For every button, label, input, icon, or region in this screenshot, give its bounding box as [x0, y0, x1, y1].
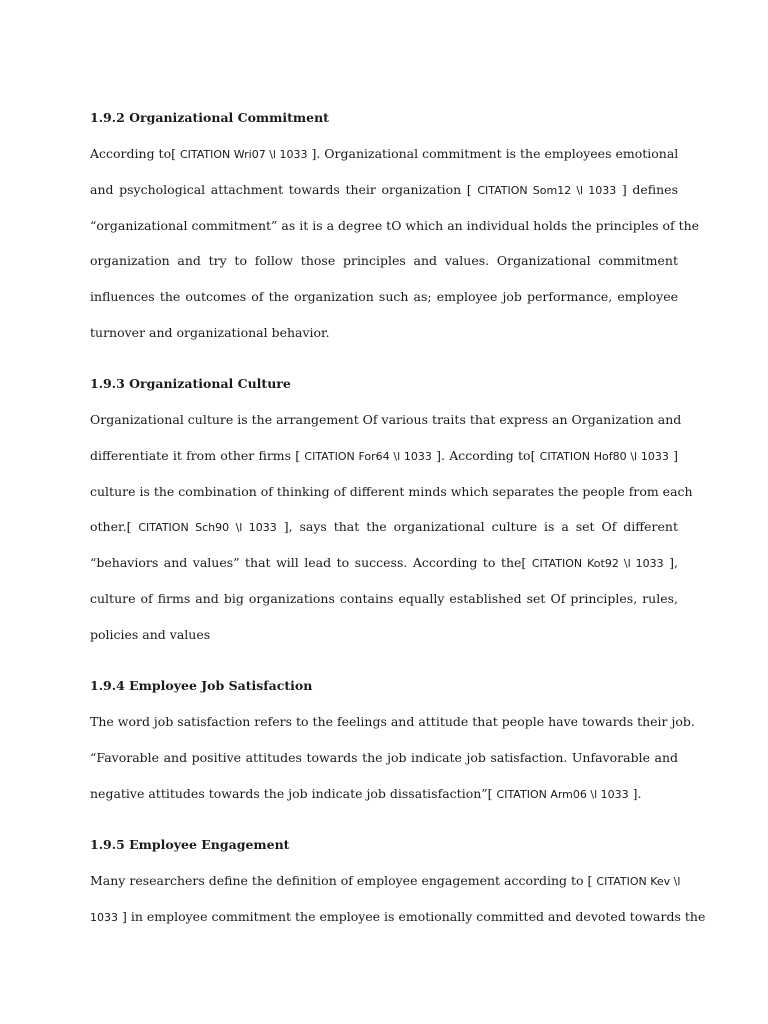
body-text: organization and try to follow those principles and values. Organizational commitment [90, 253, 678, 268]
section-heading-employee-job-satisfaction: 1.9.4 Employee Job Satisfaction [90, 678, 313, 693]
body-text: ] [668, 448, 678, 463]
section-heading-organizational-commitment: 1.9.2 Organizational Commitment [90, 110, 329, 125]
body-text: “organizational commitment” as it is a degree tO which an individual holds the principles of the [90, 218, 700, 233]
body-text: Organizational culture is the arrangement Of various traits that express an Organization and [90, 412, 682, 427]
body-text: According to[ [90, 146, 180, 161]
section-heading-organizational-culture: 1.9.3 Organizational Culture [90, 376, 291, 391]
body-text: ], says that the organizational culture is a set Of different [276, 519, 678, 534]
text-line [90, 325, 678, 341]
body-text: culture is the combination of thinking of different minds which separates the people from each [90, 484, 693, 499]
citation-field: CITATION Sch90 \l 1033 [138, 521, 277, 534]
text-line [90, 591, 678, 607]
body-text: negative attitudes towards the job indicate job dissatisfaction”[ [90, 786, 497, 801]
text-line [90, 555, 678, 572]
body-text: ] in employee commitment the employee is emotionally committed and devoted towards the [118, 909, 706, 924]
citation-field: CITATION Hof80 \l 1033 [539, 450, 669, 463]
citation-field: CITATION Wri07 \l 1033 [179, 148, 308, 161]
text-line [90, 519, 678, 536]
text-line [90, 146, 678, 163]
text-line [90, 750, 678, 766]
text-line [90, 289, 678, 305]
citation-field: CITATION Arm06 \l 1033 [496, 788, 629, 801]
body-text: culture of firms and big organizations contains equally established set Of principles, rules, [90, 591, 678, 606]
body-text: ]. According to[ [431, 448, 540, 463]
citation-field: CITATION For64 \l 1033 [304, 450, 432, 463]
body-text: “behaviors and values” that will lead to success. According to the[ [90, 555, 532, 570]
body-text: differentiate it from other firms [ [90, 448, 305, 463]
section-heading-employee-engagement: 1.9.5 Employee Engagement [90, 837, 290, 852]
body-text: The word job satisfaction refers to the feelings and attitude that people have towards their job. [90, 714, 695, 729]
body-text: influences the outcomes of the organization such as; employee job performance, employee [90, 289, 678, 304]
text-line [90, 253, 678, 269]
body-text: Many researchers define the definition of employee engagement according to [ [90, 873, 597, 888]
body-text: policies and values [90, 627, 211, 642]
body-text: “Favorable and positive attitudes towards the job indicate job satisfaction. Unfavorable and [90, 750, 678, 765]
body-text: ]. Organizational commitment is the employees emotional [307, 146, 679, 161]
citation-field: 1033 [90, 911, 118, 924]
text-line [90, 484, 693, 500]
text-line [90, 218, 700, 234]
citation-field: CITATION Kot92 \l 1033 [531, 557, 664, 570]
text-line [90, 714, 695, 730]
body-text: other.[ [90, 519, 139, 534]
text-line [90, 182, 678, 199]
text-line [90, 909, 706, 926]
body-text: ]. [628, 786, 642, 801]
body-text: and psychological attachment towards their organization [ [90, 182, 478, 197]
text-line [90, 627, 678, 643]
citation-field: CITATION Kev \l [596, 875, 681, 888]
text-line [90, 786, 678, 803]
body-text: ], [663, 555, 679, 570]
text-line [90, 412, 682, 428]
text-line [90, 448, 678, 465]
body-text: ] defines [616, 182, 678, 197]
citation-field: CITATION Som12 \l 1033 [477, 184, 617, 197]
text-line [90, 873, 681, 890]
body-text: turnover and organizational behavior. [90, 325, 330, 340]
